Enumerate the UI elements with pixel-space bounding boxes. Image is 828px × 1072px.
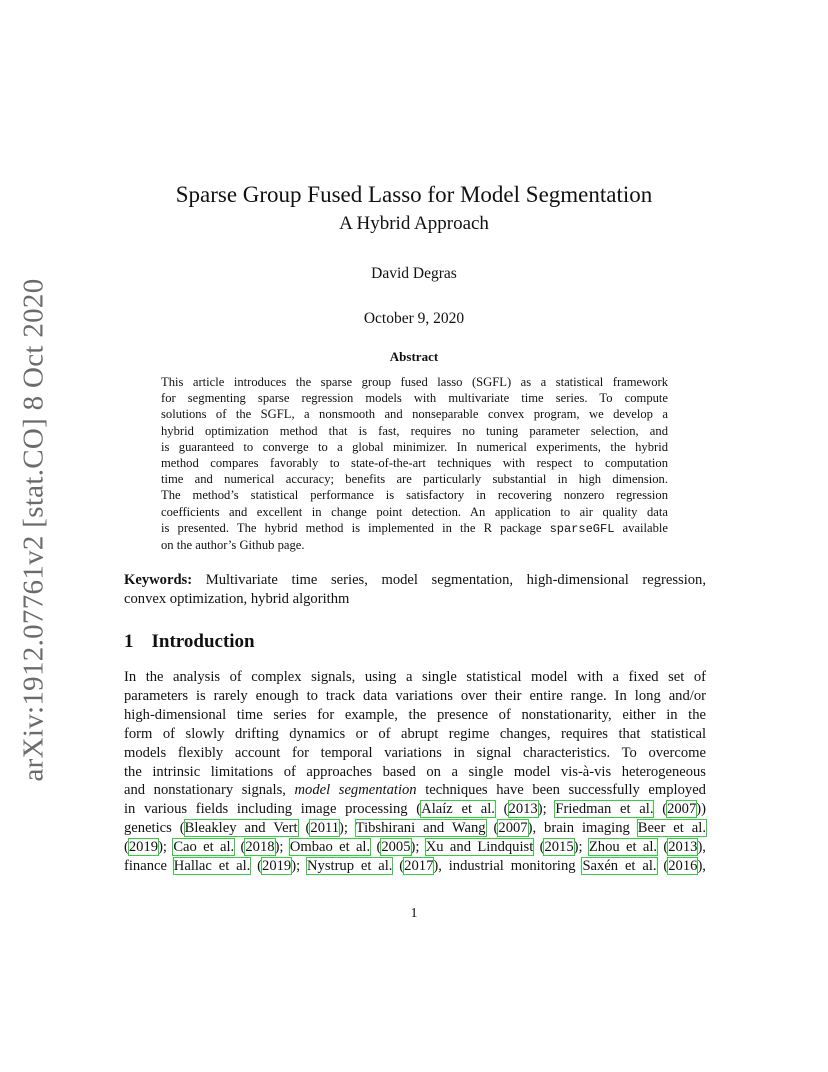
abstract-text: available [614, 520, 669, 535]
abstract-heading: Abstract [389, 349, 439, 364]
package-name: sparseGFL [549, 521, 615, 536]
citation-year-link[interactable]: 2015 [544, 839, 574, 856]
abstract-line: time and numerical accuracy; benefits are particularly substantial in high dimension. [161, 472, 668, 487]
intro-text: techniques have been successfully employed [416, 782, 706, 799]
intro-line: genetics (Bleakley and Vert (2011); Tibshirani and Wang (2007), brain imaging Beer et al. [124, 820, 706, 837]
intro-line: In the analysis of complex signals, using a single statistical model with a fixed set of [124, 669, 706, 685]
citation-link[interactable]: Friedman et al. [555, 801, 654, 818]
citation-year-link[interactable]: 2013 [668, 839, 698, 856]
citation-link[interactable]: Tibshirani and Wang [355, 820, 486, 837]
abstract-line: hybrid optimization method that is fast, requires no tuning parameter selection, and [161, 423, 668, 438]
intro-text: , industrial monitoring [438, 858, 583, 875]
intro-text: and nonstationary signals, [124, 782, 295, 799]
abstract-text: is presented. The hybrid method is implemented in the R package [161, 520, 550, 535]
abstract-line: is guaranteed to converge to a global minimizer. In numerical experiments, the hybrid [161, 439, 668, 454]
citation-link[interactable]: Ombao et al. [289, 839, 371, 856]
citation-link[interactable]: Xu and Lindquist [425, 839, 534, 856]
arxiv-identifier: arXiv:1912.07761v2 [stat.CO] 8 Oct 2020 [17, 278, 50, 782]
intro-line: form of slowly drifting dynamics or of abrupt regime changes, requires that statistical [124, 725, 706, 742]
keywords-line [124, 571, 706, 590]
keywords [124, 571, 706, 609]
intro-text: in various fields including image processing ( [124, 801, 422, 818]
intro-text: genetics ( [124, 820, 185, 837]
page-number: 1 [410, 906, 418, 921]
section-number: 1 [124, 631, 134, 652]
citation-year-link[interactable]: 2016 [668, 858, 698, 875]
intro-line: in various fields including image processing (Alaíz et al. (2013); Friedman et al. (2007)) [124, 801, 706, 818]
citation-year-link[interactable]: 2007 [667, 801, 697, 818]
citation-link[interactable]: Zhou et al. [588, 839, 658, 856]
citation-link[interactable]: Nystrup et al. [307, 858, 393, 875]
section-heading [124, 631, 255, 653]
citation-year-link[interactable]: 2007 [498, 820, 528, 837]
citation-link[interactable]: Saxén et al. [582, 858, 657, 875]
abstract-body [161, 374, 668, 553]
abstract-line: solutions of the SGFL, a nonsmooth and nonseparable convex program, we develop a [161, 407, 668, 422]
citation-year-link[interactable]: 2019 [128, 839, 159, 856]
intro-line: the intrinsic limitations of approaches based on a single model vis-à-vis heterogeneous [124, 763, 706, 780]
intro-line: (2019); Cao et al. (2018); Ombao et al. (2005); Xu and Lindquist (2015); Zhou et al. (2013), [124, 839, 706, 856]
citation-link[interactable]: Cao et al. [173, 839, 235, 856]
keywords-line: convex optimization, hybrid algorithm [124, 591, 350, 607]
abstract-line: The method’s statistical performance is satisfactory in recovering nonzero regression [161, 488, 668, 503]
abstract-line: coefficients and excellent in change point detection. An application to air quality data [161, 504, 668, 519]
citation-year-link[interactable]: 2017 [404, 858, 434, 875]
intro-line [124, 781, 706, 800]
abstract-line-package [161, 520, 668, 537]
abstract-line: method compares favorably to state-of-the-art techniques with respect to computation [161, 456, 668, 471]
intro-line: high-dimensional time series for example, the presence of nonstationarity, either in the [124, 706, 706, 723]
citation-year-link[interactable]: 2019 [262, 858, 292, 875]
intro-line: parameters is rarely enough to track data variations over their entire range. In long and/or [124, 687, 706, 704]
intro-text: finance [124, 858, 174, 875]
keywords-text: Multivariate time series, model segmentation, high-dimensional regression, [192, 572, 706, 588]
intro-line: models flexibly account for temporal variations in signal characteristics. To overcome [124, 744, 706, 761]
abstract-line: on the author’s Github page. [161, 538, 305, 553]
citation-year-link[interactable]: 2018 [245, 839, 275, 856]
citation-link[interactable]: Alaíz et al. [421, 801, 495, 818]
citation-link[interactable]: Hallac et al. [173, 858, 251, 875]
citation-year-link[interactable]: 2013 [508, 801, 538, 818]
citation-link[interactable]: Bleakley and Vert [184, 820, 298, 837]
citation-year-link[interactable]: 2005 [381, 839, 411, 856]
emphasis-text: model segmentation [294, 782, 417, 799]
paper-title: Sparse Group Fused Lasso for Model Segmentation [175, 182, 653, 207]
section-title: Introduction [151, 631, 255, 652]
keywords-label: Keywords: [124, 572, 193, 588]
intro-text: ), brain imaging [527, 820, 638, 837]
abstract-line: for segmenting sparse regression models with multivariate time series. To compute [161, 391, 668, 406]
citation-year-link[interactable]: 2011 [310, 820, 340, 837]
introduction-body [124, 668, 706, 876]
abstract-line: This article introduces the sparse group fused lasso (SGFL) as a statistical framework [161, 375, 668, 389]
citation-link[interactable]: Beer et al. [637, 820, 706, 837]
paper-subtitle: A Hybrid Approach [339, 213, 489, 234]
paper-date: October 9, 2020 [363, 310, 465, 327]
intro-line: finance Hallac et al. (2019); Nystrup et al. (2017), industrial monitoring Saxén et al. (2016), [124, 858, 706, 875]
author-name: David Degras [371, 265, 457, 282]
